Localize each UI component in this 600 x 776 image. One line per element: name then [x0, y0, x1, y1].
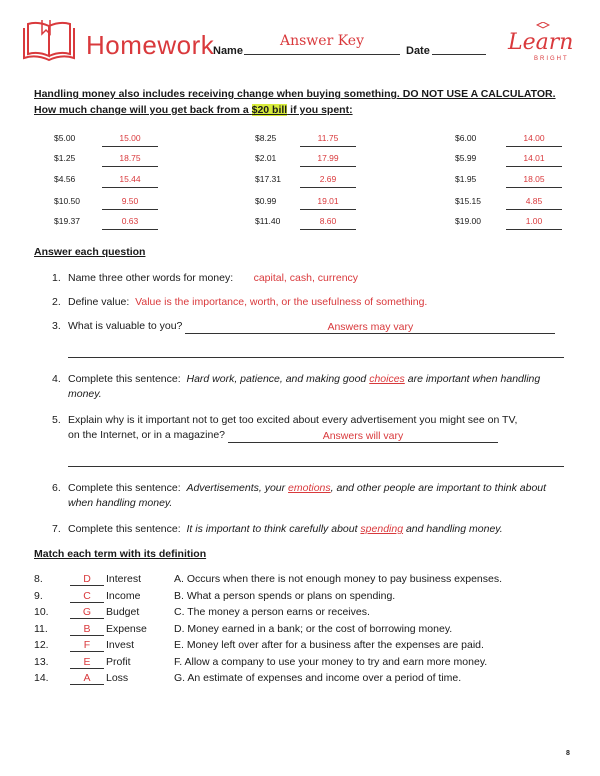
- match-row: 9. C Income B. What a person spends or plans on spending.: [34, 590, 396, 602]
- change-answer: 1.00: [506, 216, 562, 230]
- match-answer: G: [70, 606, 104, 619]
- match-answer: E: [70, 656, 104, 669]
- spent-amount: $19.00: [455, 216, 481, 226]
- name-field-value: Answer Key: [280, 33, 364, 49]
- spent-amount: $4.56: [54, 174, 76, 184]
- match-row: 11. B Expense D. Money earned in a bank; or the cost of borrowing money.: [34, 623, 453, 635]
- spent-amount: $5.99: [455, 153, 477, 163]
- spent-amount: $1.25: [54, 153, 76, 163]
- change-answer: 11.75: [300, 133, 356, 147]
- match-answer: C: [70, 590, 104, 603]
- spent-amount: $0.99: [255, 196, 277, 206]
- page-number: 8: [566, 750, 570, 757]
- spent-amount: $2.01: [255, 153, 277, 163]
- answer-line: [68, 466, 564, 467]
- spent-amount: $17.31: [255, 174, 281, 184]
- answer-6: emotions: [288, 482, 331, 494]
- change-answer: 15.44: [102, 174, 158, 188]
- match-answer: F: [70, 639, 104, 652]
- match-row: 10. G Budget C. The money a person earns or receives.: [34, 606, 370, 618]
- change-answer: 2.69: [300, 174, 356, 188]
- answer-1: capital, cash, currency: [253, 272, 359, 284]
- change-answer: 4.85: [506, 196, 562, 210]
- answer-questions-heading: Answer each question: [34, 246, 146, 258]
- learn-bright-logo: Learn: [508, 30, 574, 55]
- match-row: 12. F Invest E. Money left over after for a business after the expenses are paid.: [34, 639, 484, 651]
- name-label: Name: [213, 45, 243, 57]
- answer-4: choices: [369, 373, 405, 385]
- spent-amount: $11.40: [255, 216, 281, 226]
- instructions-line-2: How much change will you get back from a $20 bill if you spent:: [34, 104, 353, 116]
- learn-bright-subtext: BRIGHT: [534, 56, 569, 62]
- spent-amount: $6.00: [455, 133, 477, 143]
- match-row: 8. D Interest A. Occurs when there is not enough money to pay business expenses.: [34, 573, 503, 585]
- instructions-line-1: Handling money also includes receiving change when buying something. DO NOT USE A CALCULATOR.: [34, 88, 556, 100]
- spent-amount: $15.15: [455, 196, 481, 206]
- match-answer: A: [70, 672, 104, 685]
- answer-7: spending: [360, 523, 404, 535]
- highlight-20-bill: $20 bill: [251, 104, 288, 116]
- match-answer: D: [70, 573, 104, 586]
- answer-3: Answers may vary: [185, 320, 555, 334]
- change-answer: 18.05: [506, 174, 562, 188]
- change-answer: 14.01: [506, 153, 562, 167]
- date-line: [432, 54, 486, 55]
- answer-5: Answers will vary: [228, 429, 498, 443]
- spent-amount: $8.25: [255, 133, 277, 143]
- matching-heading: Match each term with its definition: [34, 548, 207, 560]
- spent-amount: $10.50: [54, 196, 80, 206]
- change-answer: 19.01: [300, 196, 356, 210]
- change-answer: 9.50: [102, 196, 158, 210]
- match-answer: B: [70, 623, 104, 636]
- book-logo-icon: [20, 16, 78, 66]
- change-answer: 0.63: [102, 216, 158, 230]
- match-row: 14. A Loss G. An estimate of expenses and income over a period of time.: [34, 672, 462, 684]
- answer-line: [68, 357, 564, 358]
- spent-amount: $1.95: [455, 174, 477, 184]
- worksheet-title: Homework: [86, 30, 215, 60]
- spent-amount: $5.00: [54, 133, 76, 143]
- spent-amount: $19.37: [54, 216, 80, 226]
- name-line: [244, 54, 400, 55]
- change-answer: 14.00: [506, 133, 562, 147]
- change-answer: 15.00: [102, 133, 158, 147]
- graduation-cap-icon: [536, 22, 550, 30]
- match-row: 13. E Profit F. Allow a company to use your money to try and earn more money.: [34, 656, 488, 668]
- change-answer: 17.99: [300, 153, 356, 167]
- change-answer: 8.60: [300, 216, 356, 230]
- date-label: Date: [406, 45, 430, 57]
- answer-2: Value is the importance, worth, or the usefulness of something.: [135, 296, 428, 308]
- change-answer: 18.75: [102, 153, 158, 167]
